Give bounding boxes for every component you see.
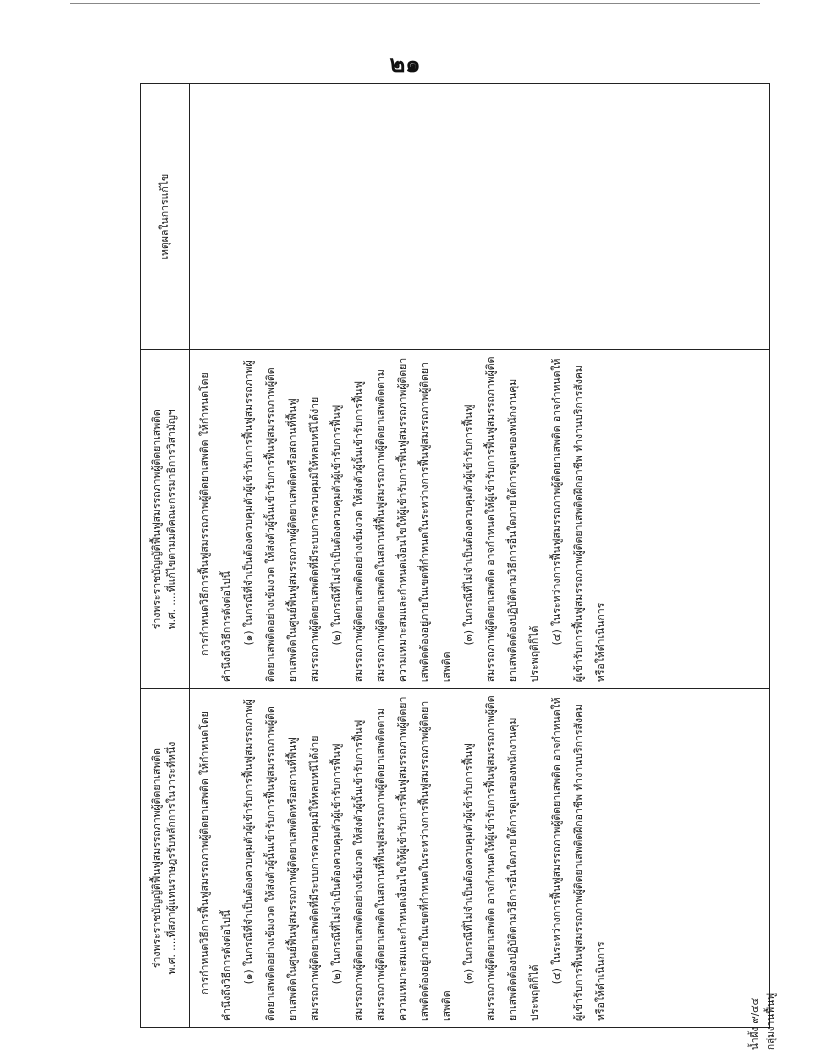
- original-item-4: (๔) ในระหว่างการฟื้นฟูสมรรถภาพผู้ติดยาเสพติด อาจกำหนดให้ผู้เข้ารับการฟื้นฟูสมรรถภาพผู้ติดยาเสพติดฝึกอาชีพ ทำงานบริการสังคม หรือให้ดำเนินการ: [551, 697, 607, 1021]
- header-original-draft: [141, 689, 190, 1028]
- header-reason: เหตุผลในการแก้ไข: [141, 84, 190, 350]
- footer-department: กลุ่มงานฟื้นฟู: [766, 992, 777, 1050]
- page-number: ๒๑: [389, 50, 421, 78]
- comparison-table: [140, 83, 770, 1028]
- table-header-row: [141, 84, 190, 1028]
- header-amended-draft-line1: ร่างพระราชบัญญัติฟื้นฟูสมรรถภาพผู้ติดยาเสพติด: [151, 409, 163, 630]
- cell-amended-draft: [190, 350, 770, 689]
- table-row: [190, 84, 770, 1028]
- original-item-2: (๒) ในกรณีที่ไม่จำเป็นต้องควบคุมตัวผู้เข้ารับการฟื้นฟูสมรรถภาพผู้ติดยาเสพติดอย่างเข้มงวด ให้ส่งตัวผู้นั้นเข้ารับการฟื้นฟูสมรรถภาพผู้ติดยาเสพติดในสถานที่ฟื้นฟูสมรรถภาพผู้ติดยาเสพติดตามความเหมาะสมและกำหนดเงื่อนไขให้ผู้เข้ารับการฟื้นฟูสมรรถภาพผู้ติดยาเสพติดต้องอยู่ภายในเขตที่กำหนดในระหว่างการฟื้นฟูสมรรถภาพผู้ติดยาเสพติด: [331, 696, 453, 1021]
- cell-reason: [190, 84, 770, 350]
- header-amended-draft-line2: พ.ศ. ....ที่แก้ไขตามมติคณะกรรมาธิการวิสามัญฯ: [166, 409, 178, 630]
- amended-item-2: (๒) ในกรณีที่ไม่จำเป็นต้องควบคุมตัวผู้เข้ารับการฟื้นฟูสมรรถภาพผู้ติดยาเสพติดอย่างเข้มงวด ให้ส่งตัวผู้นั้นเข้ารับการฟื้นฟูสมรรถภาพผู้ติดยาเสพติดในสถานที่ฟื้นฟูสมรรถภาพผู้ติดยาเสพติดตามความเหมาะสมและกำหนดเงื่อนไขให้ผู้เข้ารับการฟื้นฟูสมรรถภาพผู้ติดยาเสพติดต้องอยู่ภายในเขตที่กำหนดในระหว่างการฟื้นฟูสมรรถภาพผู้ติดยาเสพติด: [331, 357, 453, 683]
- top-border-line: [70, 3, 760, 4]
- footer-note-wrapper: [748, 920, 788, 1050]
- amended-para-intro: การกำหนดวิธีการฟื้นฟูสมรรถภาพผู้ติดยาเสพติด ให้กำหนดโดยคำนึงถึงวิธีการดังต่อไปนี้: [199, 372, 233, 683]
- original-item-3: (๓) ในกรณีที่ไม่จำเป็นต้องควบคุมตัวผู้เข้ารับการฟื้นฟูสมรรถภาพผู้ติดยาเสพติด อาจกำหนดให้ผู้เข้ารับการฟื้นฟูสมรรถภาพผู้ติดยาเสพติดต้องปฏิบัติตามวิธีการอื่นใดภายใต้การดูแลของพนักงานคุมประพฤติก็ได้: [463, 695, 541, 1021]
- header-original-draft-line1: ร่างพระราชบัญญัติฟื้นฟูสมรรถภาพผู้ติดยาเสพติด: [151, 748, 163, 969]
- footer-page-ref: น้ำผึ้ง ๙/๔๔: [750, 997, 761, 1050]
- amended-item-1: (๑) ในกรณีที่จำเป็นต้องควบคุมตัวผู้เข้ารับการฟื้นฟูสมรรถภาพผู้ติดยาเสพติดอย่างเข้มงวด ให้ส่งตัวผู้นั้นเข้ารับการฟื้นฟูสมรรถภาพผู้ติดยาเสพติดในศูนย์ฟื้นฟูสมรรถภาพผู้ติดยาเสพติดหรือสถานที่ฟื้นฟูสมรรถภาพผู้ติดยาเสพติดที่มีระบบการควบคุมมิให้หลบหนีได้ง่าย: [243, 360, 321, 683]
- header-original-draft-line2: พ.ศ. ....ที่สภาผู้แทนราษฎรรับหลักการในวาระที่หนึ่ง: [166, 741, 178, 975]
- footer-note: [748, 920, 788, 1050]
- amended-item-3: (๓) ในกรณีที่ไม่จำเป็นต้องควบคุมตัวผู้เข้ารับการฟื้นฟูสมรรถภาพผู้ติดยาเสพติด อาจกำหนดให้ผู้เข้ารับการฟื้นฟูสมรรถภาพผู้ติดยาเสพติดต้องปฏิบัติตามวิธีการอื่นใดภายใต้การดูแลของพนักงานคุมประพฤติก็ได้: [463, 356, 541, 683]
- rotated-table-frame: [140, 83, 770, 1028]
- amended-item-4: (๔) ในระหว่างการฟื้นฟูสมรรถภาพผู้ติดยาเสพติด อาจกำหนดให้ผู้เข้ารับการฟื้นฟูสมรรถภาพผู้ติดยาเสพติดฝึกอาชีพ ทำงานบริการสังคม หรือให้ดำเนินการ: [551, 358, 607, 683]
- original-item-1: (๑) ในกรณีที่จำเป็นต้องควบคุมตัวผู้เข้ารับการฟื้นฟูสมรรถภาพผู้ติดยาเสพติดอย่างเข้มงวด ให้ส่งตัวผู้นั้นเข้ารับการฟื้นฟูสมรรถภาพผู้ติดยาเสพติดในศูนย์ฟื้นฟูสมรรถภาพผู้ติดยาเสพติดหรือสถานที่ฟื้นฟูสมรรถภาพผู้ติดยาเสพติดที่มีระบบการควบคุมมิให้หลบหนีได้ง่าย: [243, 699, 321, 1021]
- cell-original-draft: [190, 689, 770, 1028]
- original-para-intro: การกำหนดวิธีการฟื้นฟูสมรรถภาพผู้ติดยาเสพติด ให้กำหนดโดยคำนึงถึงวิธีการดังต่อไปนี้: [199, 711, 233, 1021]
- header-amended-draft: [141, 350, 190, 689]
